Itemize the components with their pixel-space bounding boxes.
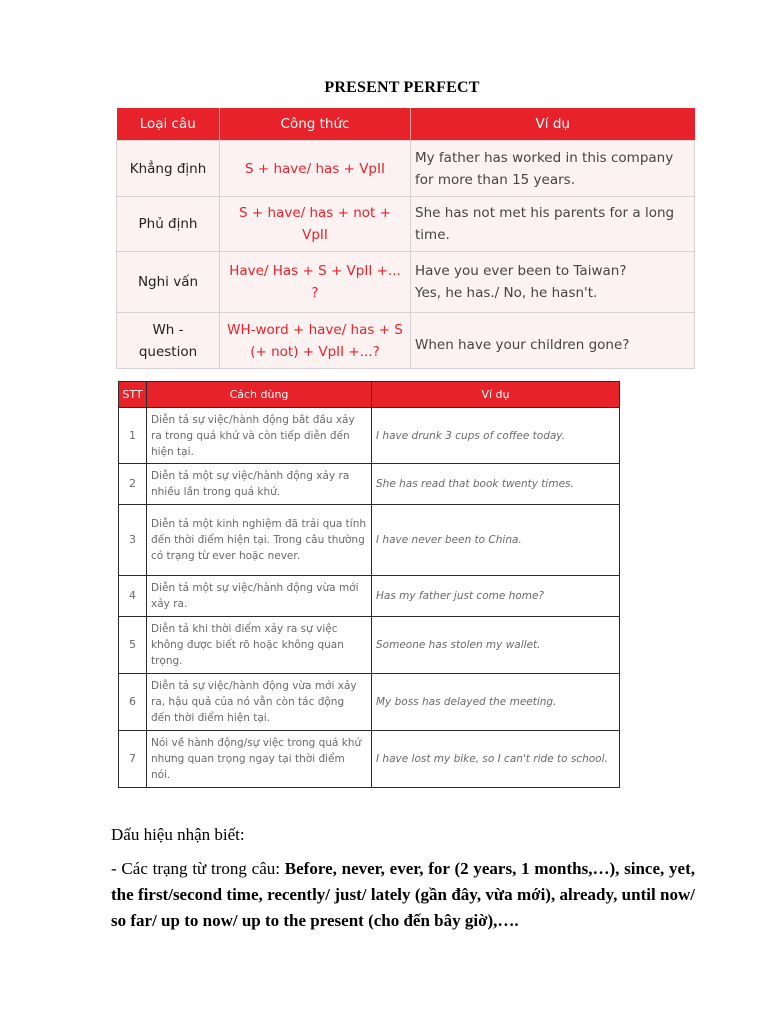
example-answer: Yes, he has./ No, he hasn't. <box>415 285 598 301</box>
example: She has not met his parents for a long time. <box>411 197 695 252</box>
table-row <box>119 505 620 576</box>
table-row <box>119 576 620 617</box>
row-number: 6 <box>119 674 147 731</box>
formula: S + have/ has + VpII <box>220 141 411 197</box>
example: I have drunk 3 cups of coffee today. <box>372 408 620 464</box>
page-title: PRESENT PERFECT <box>324 79 480 96</box>
formula-table-header <box>117 108 695 141</box>
signs-prefix: - Các trạng từ trong câu: <box>111 859 285 878</box>
example: When have your children gone? <box>411 313 695 369</box>
table-row <box>119 731 620 788</box>
signs-heading: Dấu hiệu nhận biết: <box>111 825 245 844</box>
header-stt: STT <box>119 382 147 408</box>
sentence-type: Nghi vấn <box>117 252 220 313</box>
row-number: 4 <box>119 576 147 617</box>
header-example: Ví dụ <box>372 382 620 408</box>
row-number: 1 <box>119 408 147 464</box>
example: My father has worked in this company for more than 15 years. <box>411 141 695 197</box>
formula-table <box>116 108 695 369</box>
row-number: 2 <box>119 464 147 505</box>
formula: Have/ Has + S + VpII +... ? <box>220 252 411 313</box>
table-row <box>117 313 695 369</box>
signs-paragraph <box>111 856 695 934</box>
table-row <box>119 408 620 464</box>
row-number: 3 <box>119 505 147 576</box>
row-number: 5 <box>119 617 147 674</box>
signs-keywords: Before, never, ever, for (2 years, 1 months,…), since, yet, the first/second time, recently/ just/ lately (gần đây, vừa mới), already, until now/ so far/ up to now/ up to the present (cho đến bây giờ),…. <box>111 859 696 930</box>
usage: Diễn tả sự việc/hành động bắt đầu xảy ra trong quá khứ và còn tiếp diễn đến hiện tại. <box>147 408 372 464</box>
usage: Diễn tả một sự việc/hành động xảy ra nhiều lần trong quá khứ. <box>147 464 372 505</box>
table-row <box>117 252 695 313</box>
usage: Diễn tả sự việc/hành động vừa mới xảy ra, hậu quả của nó vẫn còn tác động đến thời điểm hiện tại. <box>147 674 372 731</box>
sentence-type: Khẳng định <box>117 141 220 197</box>
example: My boss has delayed the meeting. <box>372 674 620 731</box>
example: Someone has stolen my wallet. <box>372 617 620 674</box>
table-row <box>119 464 620 505</box>
usage: Diễn tả một kinh nghiệm đã trải qua tính đến thời điểm hiện tại. Trong câu thường có trạng từ ever hoặc never. <box>147 505 372 576</box>
header-usage: Cách dùng <box>147 382 372 408</box>
usage: Diễn tả khi thời điểm xảy ra sự việc không được biết rõ hoặc không quan trọng. <box>147 617 372 674</box>
table-row <box>117 141 695 197</box>
formula: WH-word + have/ has + S (+ not) + VpII +...? <box>220 313 411 369</box>
example-question: Have you ever been to Taiwan? <box>415 263 627 279</box>
example: I have never been to China. <box>372 505 620 576</box>
usage-table <box>118 381 620 788</box>
sentence-type: Wh - question <box>117 313 220 369</box>
sentence-type: Phủ định <box>117 197 220 252</box>
table-row <box>119 617 620 674</box>
usage: Diễn tả một sự việc/hành động vừa mới xảy ra. <box>147 576 372 617</box>
header-sentence-type: Loại câu <box>117 108 220 141</box>
example <box>411 252 695 313</box>
example: I have lost my bike, so I can't ride to school. <box>372 731 620 788</box>
row-number: 7 <box>119 731 147 788</box>
table-row <box>119 674 620 731</box>
header-example: Ví dụ <box>411 108 695 141</box>
example: She has read that book twenty times. <box>372 464 620 505</box>
usage-table-header <box>119 382 620 408</box>
formula: S + have/ has + not + VpII <box>220 197 411 252</box>
usage: Nói về hành động/sự việc trong quá khứ nhưng quan trọng ngay tại thời điểm nói. <box>147 731 372 788</box>
table-row <box>117 197 695 252</box>
header-formula: Công thức <box>220 108 411 141</box>
example: Has my father just come home? <box>372 576 620 617</box>
